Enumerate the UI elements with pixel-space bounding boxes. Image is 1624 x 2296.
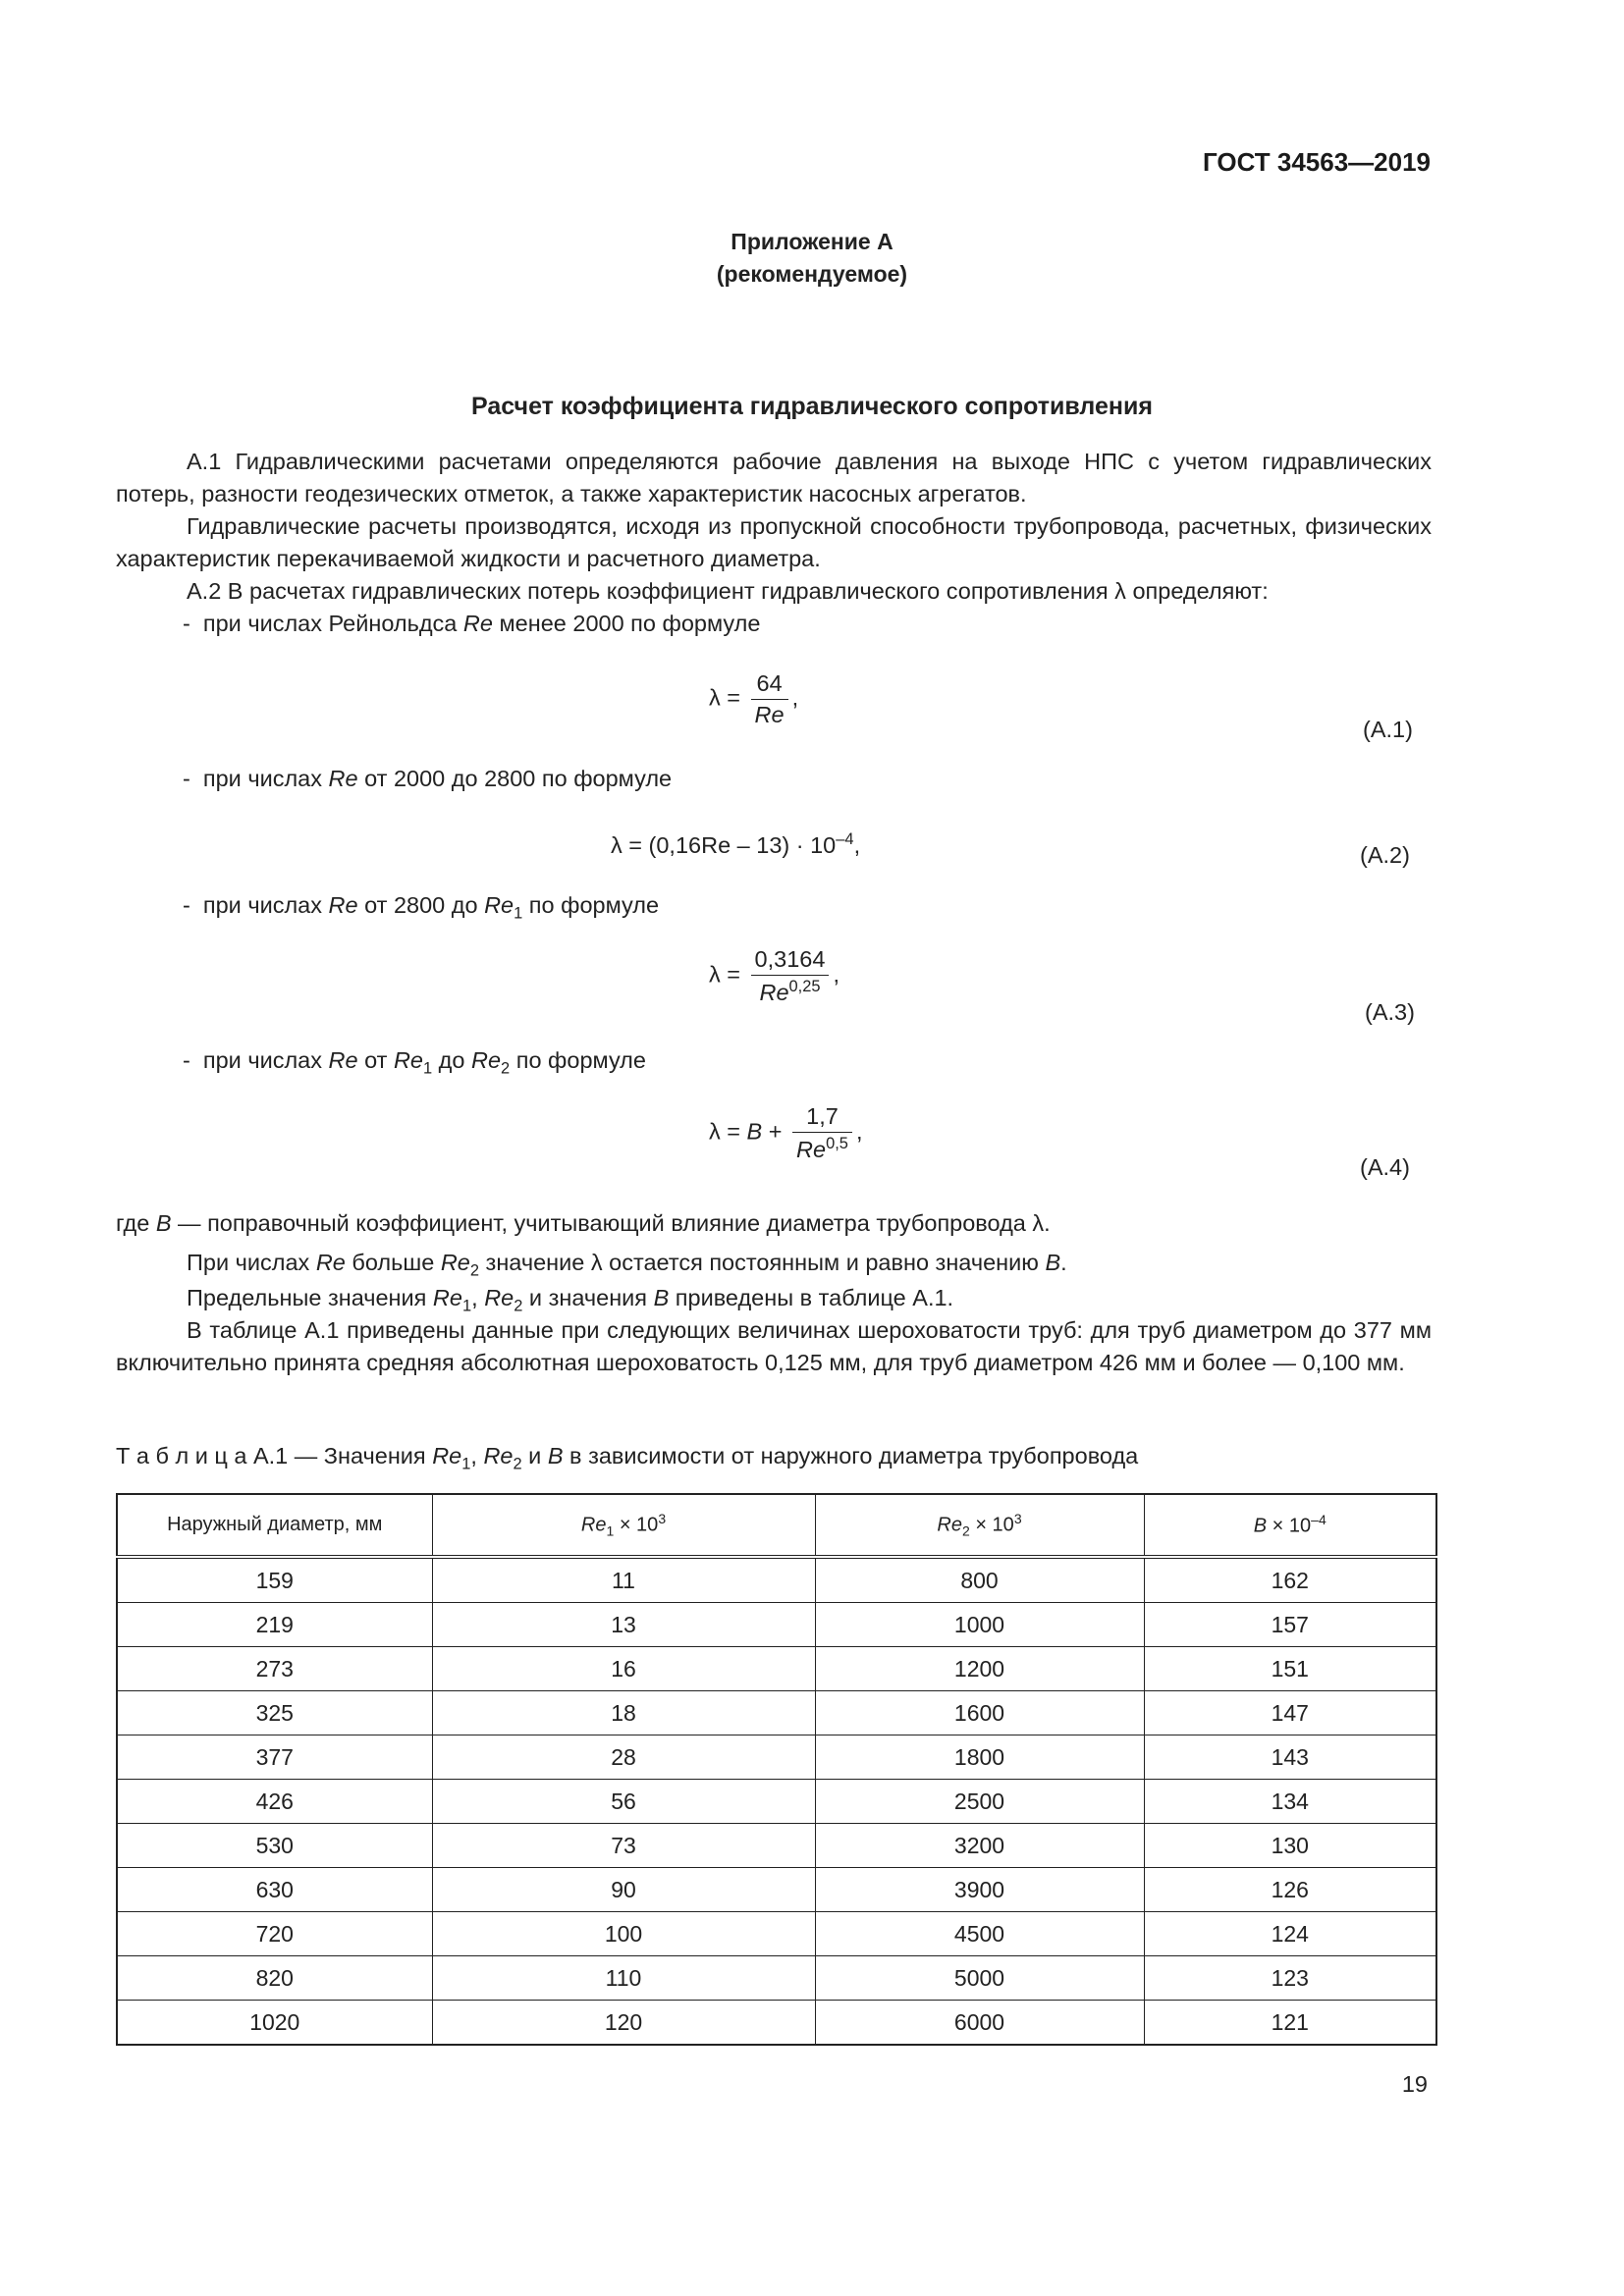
table-cell: 13 bbox=[432, 1603, 815, 1647]
formula-body: λ = (0,16Re – 13) · 10 bbox=[611, 831, 837, 858]
appendix-subtitle: (рекомендуемое) bbox=[716, 261, 908, 287]
equation-number: (А.2) bbox=[1360, 842, 1410, 868]
appendix-heading bbox=[0, 226, 1624, 291]
table-header-cell: $Re_2 \times 10^3$ bbox=[815, 1494, 1144, 1557]
section-title: Расчет коэффициента гидравлического сопротивления bbox=[471, 393, 1153, 420]
condition-text: при числах Рейнольдса Re менее 2000 по формуле bbox=[202, 611, 761, 636]
table-cell: 720 bbox=[117, 1912, 432, 1956]
note-roughness: В таблице А.1 приведены данные при следующих величинах шероховатости труб: для труб диаметром до 377 мм включительно принята средняя абсолютная шероховатость 0,125 мм, для труб диаметром 426 мм и более — 0,100 мм. bbox=[116, 1317, 1432, 1375]
note-constant-lambda: При числах Re больше $Re_2$ значение λ остается постоянным и равно значению B. bbox=[187, 1250, 1067, 1280]
condition-item-1: - при числах Рейнольдса Re менее 2000 по формуле bbox=[183, 611, 761, 636]
formula-a3: λ = $\frac{0,3164}{Re^{0,25}}$ , bbox=[709, 946, 839, 1005]
condition-item-3: - при числах Re от 2800 до $Re_1$ по формуле bbox=[183, 892, 660, 923]
table-row bbox=[117, 1824, 1436, 1868]
table-cell: 143 bbox=[1144, 1735, 1436, 1780]
table-cell: 126 bbox=[1144, 1868, 1436, 1912]
table-row bbox=[117, 1868, 1436, 1912]
table-cell: 530 bbox=[117, 1824, 432, 1868]
condition-item-2: - при числах Re от 2000 до 2800 по формуле bbox=[183, 766, 673, 791]
table-cell: 1800 bbox=[815, 1735, 1144, 1780]
table-row bbox=[117, 1956, 1436, 2001]
table-cell: 147 bbox=[1144, 1691, 1436, 1735]
table-cell: 630 bbox=[117, 1868, 432, 1912]
formula-lhs: λ = B + bbox=[709, 1118, 783, 1145]
table-cell: 134 bbox=[1144, 1780, 1436, 1824]
table-cell: 151 bbox=[1144, 1647, 1436, 1691]
equation-number: (А.4) bbox=[1360, 1154, 1410, 1180]
table-cell: 1020 bbox=[117, 2001, 432, 2046]
table-header-cell: Наружный диаметр, мм bbox=[117, 1494, 432, 1557]
table-cell: 159 bbox=[117, 1557, 432, 1603]
appendix-title: Приложение А bbox=[731, 229, 893, 254]
table-cell: 110 bbox=[432, 1956, 815, 2001]
condition-text: при числах Re от $Re_1$ до $Re_2$ по формуле bbox=[202, 1047, 646, 1078]
data-table bbox=[116, 1493, 1437, 2046]
table-row bbox=[117, 2001, 1436, 2046]
table-row bbox=[117, 1557, 1436, 1603]
table-cell: 90 bbox=[432, 1868, 815, 1912]
table-cell: 2500 bbox=[815, 1780, 1144, 1824]
table-cell: 3900 bbox=[815, 1868, 1144, 1912]
table-cell: 273 bbox=[117, 1647, 432, 1691]
table-cell: 157 bbox=[1144, 1603, 1436, 1647]
table-header-cell: $Re_1 \times 10^3$ bbox=[432, 1494, 815, 1557]
condition-item-4: - при числах Re от $Re_1$ до $Re_2$ по формуле bbox=[183, 1047, 646, 1078]
table-cell: 121 bbox=[1144, 2001, 1436, 2046]
table-cell: 377 bbox=[117, 1735, 432, 1780]
formula-a1: λ = $\frac{64}{Re}$ , bbox=[709, 670, 799, 727]
table-cell: 325 bbox=[117, 1691, 432, 1735]
equation-number: (А.3) bbox=[1365, 999, 1415, 1025]
table-cell: 820 bbox=[117, 1956, 432, 2001]
table-cell: 11 bbox=[432, 1557, 815, 1603]
table-cell: 130 bbox=[1144, 1824, 1436, 1868]
page-number: 19 bbox=[1401, 2071, 1428, 2097]
table-body bbox=[117, 1557, 1436, 2045]
table-cell: 73 bbox=[432, 1824, 815, 1868]
paragraph-hydraulic-calcs: Гидравлические расчеты производятся, исходя из пропускной способности трубопровода, расчетных, физических характеристик перекачиваемой жидкости и расчетного диаметра. bbox=[116, 513, 1432, 571]
document-code: ГОСТ 34563—2019 bbox=[1203, 147, 1431, 177]
table-cell: 1200 bbox=[815, 1647, 1144, 1691]
table-row bbox=[117, 1780, 1436, 1824]
table-cell: 18 bbox=[432, 1691, 815, 1735]
table-cell: 16 bbox=[432, 1647, 815, 1691]
table-row bbox=[117, 1647, 1436, 1691]
table-cell: 4500 bbox=[815, 1912, 1144, 1956]
condition-text: при числах Re от 2000 до 2800 по формуле bbox=[202, 766, 673, 791]
table-cell: 800 bbox=[815, 1557, 1144, 1603]
fraction: $\frac{0,3164}{Re^{0,25}}$ bbox=[751, 946, 830, 1006]
fraction: $\frac{64}{Re}$ bbox=[751, 670, 788, 728]
table-header-row bbox=[117, 1494, 1436, 1557]
table-cell: 100 bbox=[432, 1912, 815, 1956]
table-cell: 219 bbox=[117, 1603, 432, 1647]
table-cell: 124 bbox=[1144, 1912, 1436, 1956]
condition-text: при числах Re от 2800 до $Re_1$ по формуле bbox=[202, 892, 660, 923]
formula-a4: λ = B + $\frac{1,7}{Re^{0,5}}$ , bbox=[709, 1103, 863, 1162]
table-cell: 1600 bbox=[815, 1691, 1144, 1735]
equation-number: (А.1) bbox=[1363, 717, 1413, 742]
table-cell: 6000 bbox=[815, 2001, 1144, 2046]
table-cell: 123 bbox=[1144, 1956, 1436, 2001]
table-cell: 1000 bbox=[815, 1603, 1144, 1647]
table-row bbox=[117, 1912, 1436, 1956]
table-row bbox=[117, 1691, 1436, 1735]
table-cell: 162 bbox=[1144, 1557, 1436, 1603]
table-cell: 3200 bbox=[815, 1824, 1144, 1868]
fraction: $\frac{1,7}{Re^{0,5}}$ bbox=[792, 1103, 852, 1163]
table-caption: Т а б л и ц а А.1 — Значения $Re_1$, $Re_2$ и B в зависимости от наружного диаметра трубопровода bbox=[116, 1443, 1139, 1473]
note-b-coefficient: где B — поправочный коэффициент, учитывающий влияние диаметра трубопровода λ. bbox=[116, 1210, 1051, 1236]
paragraph-a2: А.2 В расчетах гидравлических потерь коэффициент гидравлического сопротивления λ определяют: bbox=[187, 578, 1269, 604]
paragraph-a1: А.1 Гидравлическими расчетами определяются рабочие давления на выходе НПС с учетом гидравлических потерь, разности геодезических отметок, а также характеристик насосных агрегатов. bbox=[116, 449, 1432, 507]
table-row bbox=[117, 1603, 1436, 1647]
table-cell: 5000 bbox=[815, 1956, 1144, 2001]
table-cell: 56 bbox=[432, 1780, 815, 1824]
table-cell: 426 bbox=[117, 1780, 432, 1824]
note-limit-values: Предельные значения $Re_1$, $Re_2$ и значения B приведены в таблице А.1. bbox=[187, 1285, 954, 1315]
formula-a2: $\lambda = (0,16Re - 13) \cdot 10^{-4}$, bbox=[611, 830, 861, 858]
table-cell: 120 bbox=[432, 2001, 815, 2046]
table-cell: 28 bbox=[432, 1735, 815, 1780]
table-header-cell: $B \times 10^{-4}$ bbox=[1144, 1494, 1436, 1557]
table-row bbox=[117, 1735, 1436, 1780]
